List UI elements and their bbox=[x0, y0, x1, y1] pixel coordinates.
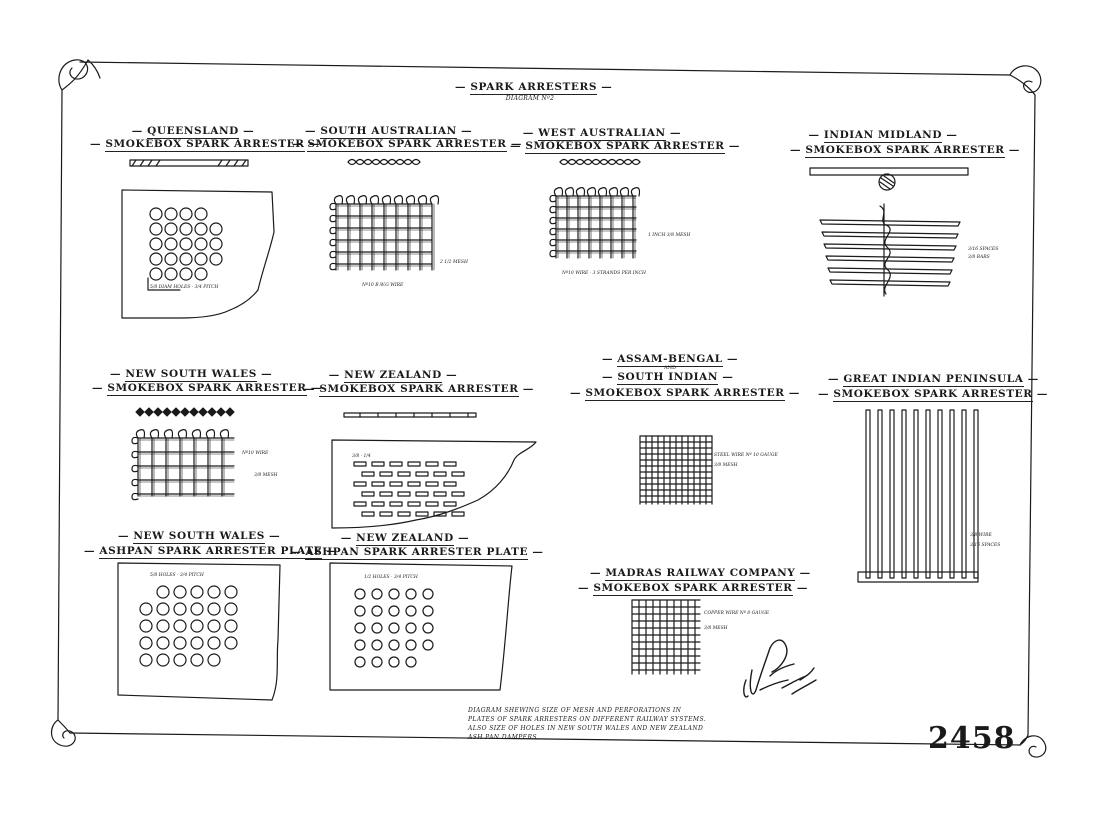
nz-smokebox-title: — NEW ZEALAND — bbox=[328, 370, 458, 383]
footnote-line-1: DIAGRAM SHEWING SIZE OF MESH AND PERFORATIONS IN bbox=[468, 707, 682, 714]
bar bbox=[962, 410, 966, 578]
nsw-smokebox-label-wire: Nº10 WIRE bbox=[242, 451, 269, 456]
gip-subtitle: — SMOKEBOX SPARK ARRESTER — bbox=[818, 389, 1018, 402]
mesh-loop bbox=[330, 227, 336, 233]
gip-label-spaces: 3/16 SPACES bbox=[970, 543, 1001, 548]
mesh-loop bbox=[565, 188, 573, 196]
slot bbox=[452, 492, 464, 496]
south-australian-title: — SOUTH AUSTRALIAN — bbox=[305, 126, 470, 139]
main-subtitle: DIAGRAM Nº2 bbox=[505, 95, 555, 102]
hole bbox=[210, 223, 222, 235]
hole bbox=[372, 640, 382, 650]
south-australian-mesh bbox=[330, 196, 439, 270]
bead bbox=[208, 408, 216, 416]
slot bbox=[444, 482, 456, 486]
assam-bengal-and: AND bbox=[664, 365, 676, 371]
west-australian-label-wire: Nº10 WIRE · 3 STRANDS PER INCH bbox=[562, 271, 646, 276]
nz-section-bar bbox=[344, 413, 476, 417]
mesh-loop bbox=[136, 430, 144, 438]
slot bbox=[398, 472, 410, 476]
slot bbox=[416, 472, 428, 476]
madras-mesh bbox=[632, 600, 700, 674]
west-australian-subtitle: — SMOKEBOX SPARK ARRESTER — bbox=[510, 141, 700, 154]
mesh-loop bbox=[576, 188, 584, 196]
assam-bengal-label-wire: STEEL WIRE Nº 10 GAUGE bbox=[714, 453, 778, 458]
hole bbox=[208, 603, 220, 615]
hole bbox=[372, 589, 382, 599]
gip-label-wire: 3/8 WIRE bbox=[970, 533, 992, 538]
nz-ashpan-title: — NEW ZEALAND — bbox=[340, 533, 470, 546]
hole bbox=[150, 208, 162, 220]
nz-ashpan-holes bbox=[355, 589, 433, 667]
hole bbox=[355, 623, 365, 633]
slot bbox=[380, 512, 392, 516]
hole bbox=[165, 208, 177, 220]
nsw-smokebox-label-mesh: 3/8 MESH bbox=[254, 473, 278, 478]
hole bbox=[406, 589, 416, 599]
mesh-loop bbox=[330, 215, 336, 221]
hole bbox=[210, 253, 222, 265]
hole bbox=[389, 623, 399, 633]
hole bbox=[225, 620, 237, 632]
hole bbox=[389, 640, 399, 650]
hole bbox=[191, 654, 203, 666]
gip-title: — GREAT INDIAN PENINSULA — bbox=[828, 374, 1013, 387]
bar bbox=[820, 220, 960, 226]
hole bbox=[355, 606, 365, 616]
hole bbox=[423, 623, 433, 633]
corner-ornament-br bbox=[1020, 735, 1046, 757]
hole bbox=[157, 620, 169, 632]
bar bbox=[950, 410, 954, 578]
footnote-line-2: PLATES OF SPARK ARRESTERS ON DIFFERENT RAILWAY SYSTEMS. bbox=[468, 716, 707, 723]
indian-midland-title: — INDIAN MIDLAND — bbox=[808, 130, 958, 143]
signature bbox=[744, 640, 816, 697]
west-australian-mesh bbox=[550, 188, 640, 258]
mesh-loop bbox=[554, 188, 562, 196]
bead bbox=[181, 408, 189, 416]
slot bbox=[434, 492, 446, 496]
mesh-loop bbox=[330, 251, 336, 257]
nz-ashpan-plate bbox=[330, 563, 512, 690]
mesh-loop bbox=[609, 188, 617, 196]
hole bbox=[174, 654, 186, 666]
slot bbox=[452, 472, 464, 476]
indian-midland-label-spaces: 3/16 SPACES bbox=[968, 247, 999, 252]
bar bbox=[866, 410, 870, 578]
hole bbox=[180, 268, 192, 280]
hole bbox=[191, 586, 203, 598]
hole bbox=[165, 238, 177, 250]
mesh-loop bbox=[132, 479, 138, 485]
west-australian-label-mesh: 1 INCH 3/8 MESH bbox=[648, 233, 691, 238]
hole bbox=[165, 268, 177, 280]
hole bbox=[406, 623, 416, 633]
gip-bars bbox=[858, 410, 978, 582]
hole bbox=[195, 238, 207, 250]
hole bbox=[423, 640, 433, 650]
bar bbox=[974, 410, 978, 578]
hole bbox=[372, 657, 382, 667]
nz-ashpan-subtitle: — ASHPAN SPARK ARRESTER PLATE — bbox=[290, 547, 505, 560]
mesh-loop bbox=[132, 437, 138, 443]
hole bbox=[157, 654, 169, 666]
hole bbox=[150, 238, 162, 250]
queensland-label: 5/8 DIAM HOLES · 3/4 PITCH bbox=[150, 285, 219, 290]
nz-slots bbox=[354, 462, 464, 516]
bar bbox=[938, 410, 942, 578]
mesh-loop bbox=[220, 430, 228, 438]
bead bbox=[217, 408, 225, 416]
hole bbox=[140, 603, 152, 615]
hole bbox=[195, 208, 207, 220]
hole bbox=[180, 253, 192, 265]
mesh-loop bbox=[150, 430, 158, 438]
slot bbox=[390, 462, 402, 466]
mesh-loop bbox=[394, 196, 402, 204]
slot bbox=[354, 502, 366, 506]
mesh-loop bbox=[550, 250, 556, 256]
slot bbox=[390, 482, 402, 486]
mesh-loop bbox=[620, 188, 628, 196]
slot bbox=[408, 462, 420, 466]
hole bbox=[208, 620, 220, 632]
bead bbox=[136, 408, 144, 416]
bar bbox=[830, 280, 950, 286]
mesh-loop bbox=[550, 228, 556, 234]
hole bbox=[208, 637, 220, 649]
main-title: — SPARK ARRESTERS — bbox=[455, 82, 605, 95]
assam-bengal-label-mesh: 3/8 MESH bbox=[714, 463, 738, 468]
hole bbox=[195, 268, 207, 280]
hole bbox=[195, 223, 207, 235]
hole bbox=[225, 637, 237, 649]
west-australian-title: — WEST AUSTRALIAN — bbox=[522, 128, 682, 141]
slot bbox=[362, 512, 374, 516]
mesh-loop bbox=[406, 196, 414, 204]
slot bbox=[398, 512, 410, 516]
hole bbox=[174, 637, 186, 649]
assam-bengal-mesh bbox=[640, 436, 712, 504]
slot bbox=[362, 472, 374, 476]
hole bbox=[191, 603, 203, 615]
south-australian-subtitle: — SMOKEBOX SPARK ARRESTER — bbox=[292, 139, 482, 152]
mesh-loop bbox=[382, 196, 390, 204]
mesh-loop bbox=[550, 239, 556, 245]
indian-midland-bar bbox=[810, 168, 968, 190]
hole bbox=[157, 637, 169, 649]
slot bbox=[354, 482, 366, 486]
mesh-loop bbox=[132, 451, 138, 457]
mesh-loop bbox=[334, 196, 342, 204]
slot bbox=[426, 482, 438, 486]
bar bbox=[822, 232, 958, 238]
bead bbox=[199, 408, 207, 416]
bar bbox=[824, 244, 956, 250]
mesh-loop bbox=[598, 188, 606, 196]
hole bbox=[165, 223, 177, 235]
hole bbox=[191, 637, 203, 649]
slot bbox=[372, 462, 384, 466]
slot bbox=[380, 492, 392, 496]
mesh-loop bbox=[330, 263, 336, 269]
south-indian-title: — SOUTH INDIAN — bbox=[602, 372, 732, 385]
hole bbox=[140, 654, 152, 666]
hole bbox=[180, 238, 192, 250]
nsw-smokebox-subtitle: — SMOKEBOX SPARK ARRESTER — bbox=[92, 383, 292, 396]
slot bbox=[426, 462, 438, 466]
hole bbox=[406, 606, 416, 616]
madras-subtitle: — SMOKEBOX SPARK ARRESTER — bbox=[578, 583, 788, 596]
nsw-smokebox-title: — NEW SOUTH WALES — bbox=[110, 369, 260, 382]
mesh-loop bbox=[550, 206, 556, 212]
bar bbox=[826, 256, 954, 262]
slot bbox=[362, 492, 374, 496]
hole bbox=[210, 238, 222, 250]
mesh-loop bbox=[346, 196, 354, 204]
south-australian-section bbox=[348, 160, 420, 165]
south-australian-label-mesh: 2 1/2 MESH bbox=[440, 260, 468, 265]
hole bbox=[157, 603, 169, 615]
hole bbox=[174, 620, 186, 632]
bead bbox=[154, 408, 162, 416]
queensland-title: — QUEENSLAND — bbox=[118, 126, 268, 139]
queensland-section-bar bbox=[130, 160, 248, 166]
indian-midland-subtitle: — SMOKEBOX SPARK ARRESTER — bbox=[790, 145, 985, 158]
hole bbox=[355, 640, 365, 650]
south-australian-label-wire: Nº10 B.W.G WIRE bbox=[362, 283, 404, 288]
hole bbox=[406, 657, 416, 667]
mesh-loop bbox=[370, 196, 378, 204]
bar bbox=[902, 410, 906, 578]
mesh-loop bbox=[358, 196, 366, 204]
mesh-loop bbox=[418, 196, 426, 204]
bead bbox=[163, 408, 171, 416]
nsw-section-beads bbox=[136, 408, 234, 416]
slot bbox=[408, 482, 420, 486]
slot bbox=[372, 502, 384, 506]
slot bbox=[372, 482, 384, 486]
corner-ornament-tl bbox=[59, 60, 88, 90]
hole bbox=[389, 657, 399, 667]
hole bbox=[208, 586, 220, 598]
hole bbox=[180, 223, 192, 235]
mesh-loop bbox=[550, 195, 556, 201]
slot bbox=[426, 502, 438, 506]
hole bbox=[208, 654, 220, 666]
slot bbox=[390, 502, 402, 506]
footnote bbox=[468, 706, 706, 742]
assam-bengal-subtitle: — SMOKEBOX SPARK ARRESTER — bbox=[570, 388, 770, 401]
hole bbox=[355, 589, 365, 599]
slot bbox=[354, 462, 366, 466]
corner-ornament-tr bbox=[1010, 66, 1041, 95]
hole bbox=[180, 208, 192, 220]
mesh-loop bbox=[178, 430, 186, 438]
hole bbox=[140, 637, 152, 649]
nsw-ashpan-label: 5/8 HOLES · 3/4 PITCH bbox=[150, 573, 204, 578]
mesh-loop bbox=[430, 196, 438, 204]
slot bbox=[380, 472, 392, 476]
slot bbox=[434, 472, 446, 476]
hole bbox=[174, 586, 186, 598]
hole bbox=[165, 253, 177, 265]
madras-title: — MADRAS RAILWAY COMPANY — bbox=[590, 568, 770, 581]
queensland-subtitle: — SMOKEBOX SPARK ARRESTER — bbox=[90, 139, 290, 152]
bar bbox=[914, 410, 918, 578]
bar bbox=[926, 410, 930, 578]
hole bbox=[225, 603, 237, 615]
hole bbox=[174, 603, 186, 615]
hole bbox=[140, 620, 152, 632]
slot bbox=[408, 502, 420, 506]
nz-smokebox-subtitle: — SMOKEBOX SPARK ARRESTER — bbox=[304, 384, 499, 397]
bead bbox=[190, 408, 198, 416]
slot bbox=[444, 502, 456, 506]
footnote-line-4: ASH PAN DAMPERS. bbox=[468, 734, 539, 741]
bead bbox=[145, 408, 153, 416]
nsw-ashpan-holes bbox=[140, 586, 237, 666]
mesh-loop bbox=[330, 239, 336, 245]
hole bbox=[150, 268, 162, 280]
bead bbox=[226, 408, 234, 416]
mesh-loop bbox=[192, 430, 200, 438]
hole bbox=[195, 253, 207, 265]
slot bbox=[398, 492, 410, 496]
hole bbox=[423, 589, 433, 599]
slot bbox=[416, 512, 428, 516]
bar bbox=[878, 410, 882, 578]
hole bbox=[355, 657, 365, 667]
madras-label-mesh: 3/8 MESH bbox=[704, 626, 728, 631]
slot bbox=[452, 512, 464, 516]
nsw-ashpan-title: — NEW SOUTH WALES — bbox=[118, 531, 268, 544]
slot bbox=[416, 492, 428, 496]
hole bbox=[389, 606, 399, 616]
hole bbox=[423, 606, 433, 616]
border-frame bbox=[58, 60, 1035, 745]
hole bbox=[191, 620, 203, 632]
hole bbox=[150, 223, 162, 235]
nsw-ashpan-subtitle: — ASHPAN SPARK ARRESTER PLATE — bbox=[84, 546, 294, 559]
madras-label-wire: COPPER WIRE Nº 8 GAUGE bbox=[704, 611, 770, 616]
hole bbox=[389, 589, 399, 599]
queensland-holes bbox=[150, 208, 222, 280]
nsw-smokebox-mesh bbox=[132, 430, 234, 500]
hole bbox=[150, 253, 162, 265]
west-australian-section bbox=[560, 160, 640, 165]
hole bbox=[372, 606, 382, 616]
bar bbox=[890, 410, 894, 578]
mesh-loop bbox=[631, 188, 639, 196]
nz-smokebox-label: 3/8 · 1/4 bbox=[352, 454, 371, 459]
hole bbox=[225, 586, 237, 598]
mesh-loop bbox=[330, 203, 336, 209]
mesh-loop bbox=[132, 465, 138, 471]
mesh-loop bbox=[587, 188, 595, 196]
nz-ashpan-label: 1/2 HOLES · 3/4 PITCH bbox=[364, 575, 418, 580]
mesh-loop bbox=[550, 217, 556, 223]
indian-midland-label-bars: 3/8 BARS bbox=[968, 255, 990, 260]
bead bbox=[172, 408, 180, 416]
slot bbox=[444, 462, 456, 466]
hole bbox=[372, 623, 382, 633]
drawing-number: 2458 bbox=[928, 721, 1016, 756]
indian-midland-bars bbox=[820, 204, 960, 296]
hole bbox=[157, 586, 169, 598]
mesh-loop bbox=[206, 430, 214, 438]
assam-bengal-title: — ASSAM-BENGAL — bbox=[600, 354, 740, 367]
hole bbox=[406, 640, 416, 650]
footnote-line-3: ALSO SIZE OF HOLES IN NEW SOUTH WALES AND NEW ZEALAND bbox=[468, 725, 704, 732]
mesh-loop bbox=[164, 430, 172, 438]
mesh-loop bbox=[132, 493, 138, 499]
